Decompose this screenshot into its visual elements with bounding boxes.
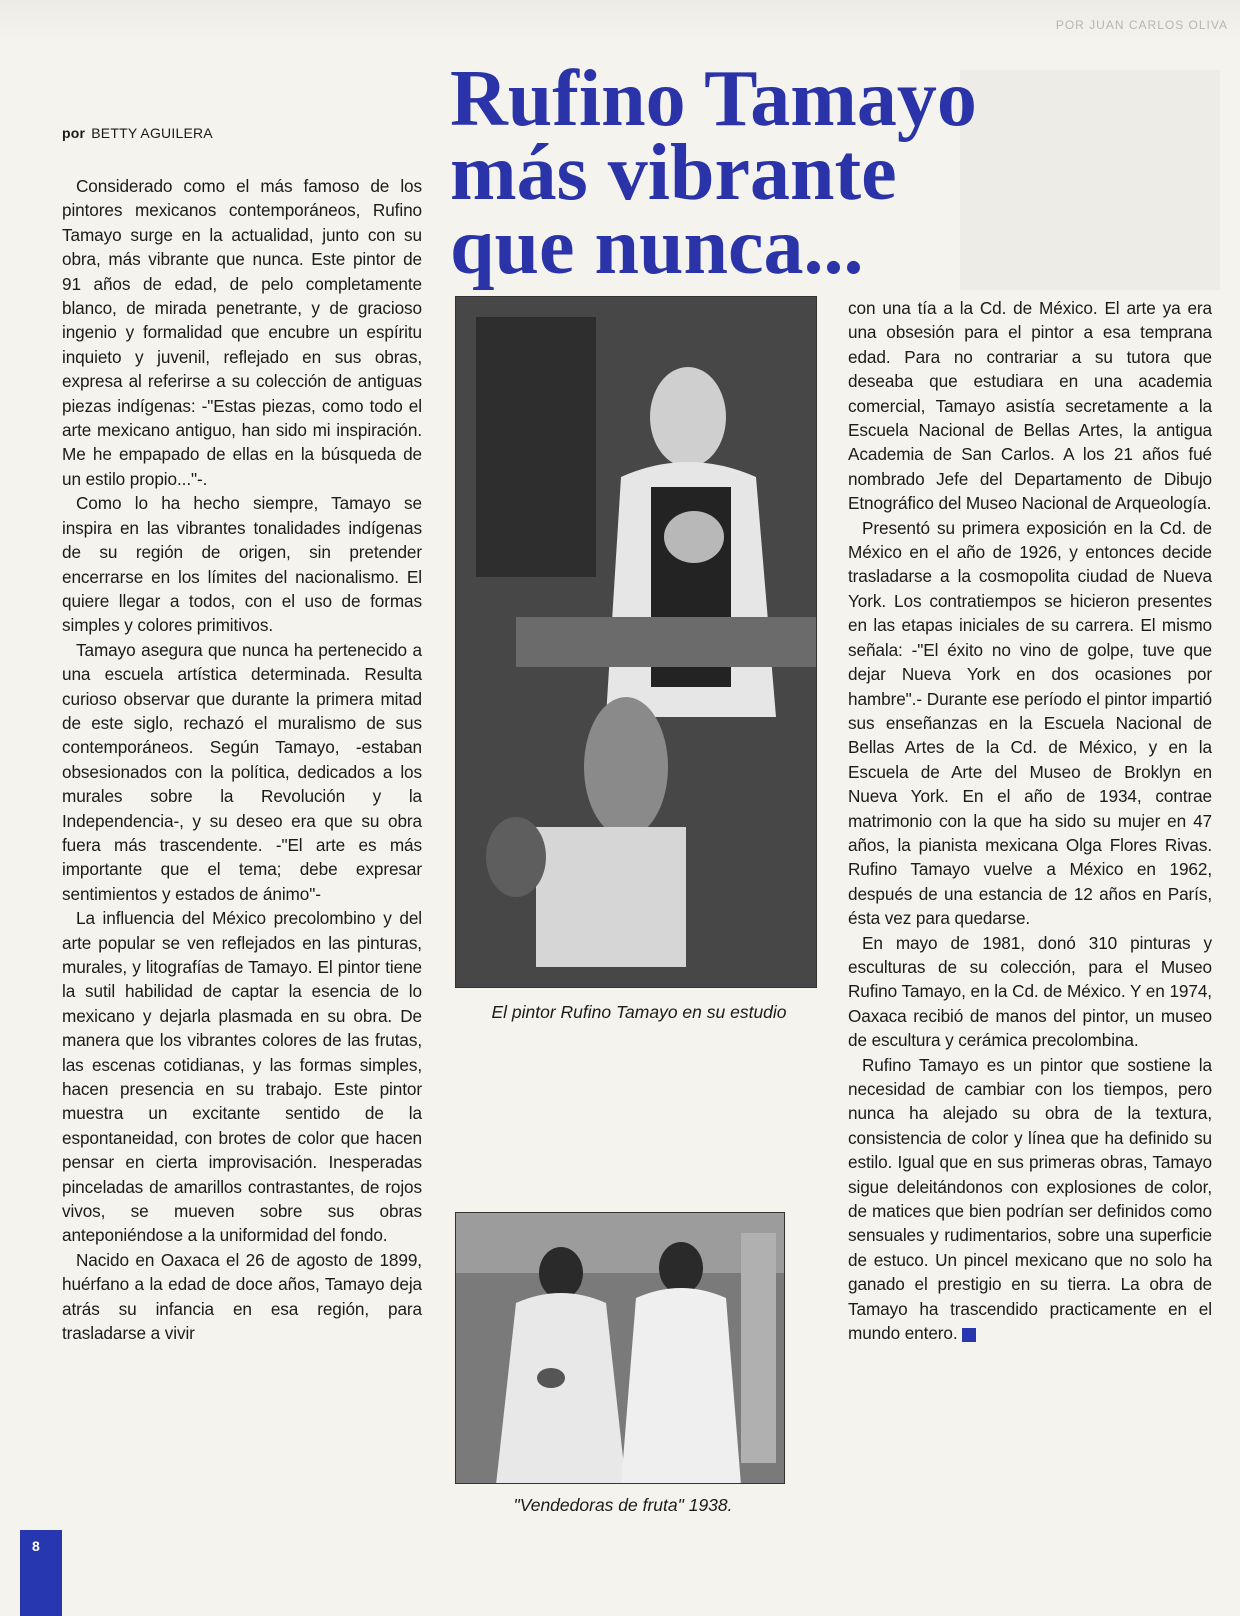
page-top-bleed — [0, 0, 1240, 42]
bleed-through-text: POR JUAN CARLOS OLIVA — [1055, 18, 1228, 32]
paragraph: Nacido en Oaxaca el 26 de agosto de 1899, huérfano a la edad de doce años, Tamayo deja atrás su infancia en esa región, para trasladarse a vivir — [62, 1249, 422, 1344]
paragraph: Considerado como el más famoso de los pintores mexicanos contemporáneos, Rufino Tamayo surge en la actualidad, junto con su obra, más vibrante que nunca. Este pintor de 91 años de edad, de pelo completamente blanco, de mirada penetrante, y de gracioso ingenio y formalidad que encubre un espíritu inquieto y juvenil, reflejado en sus obras, expresa al referirse a su colección de antiguas piezas indígenas: -"Estas piezas, como todo el arte mexicano antiguo, han sido mi inspiración. Me he empapado de ellas en la búsqueda de un estilo propio..."-. — [62, 176, 422, 489]
page-number-tab — [20, 1530, 62, 1616]
byline-prefix: por — [62, 125, 86, 141]
headline-line-3: que nunca... — [450, 203, 864, 291]
photo-vendedoras-de-fruta — [455, 1212, 785, 1484]
paragraph: En mayo de 1981, donó 310 pinturas y esculturas de su colección, para el Museo Rufino Tamayo, en la Cd. de México. Y en 1974, Oaxaca recibió de manos del pintor, un museo de escultura y cerámica precolombina. — [848, 932, 1212, 1051]
main-photo-caption: El pintor Rufino Tamayo en su estudio — [491, 1002, 787, 1022]
paragraph: La influencia del México precolombino y del arte popular se ven reflejados en las pinturas, murales, y litografías de Tamayo. El pintor tiene la sutil habilidad de captar la esencia de lo mexicano y dejarla plasmada en su obra. De manera que los vibrantes colores de las frutas, las escenas cotidianas, y las formas simples, hacen presencia en su trabajo. Este pintor muestra un excitante sentido de la espontaneidad, con brotes de color que hacen pensar en cierta improvisación. Inesperadas pinceladas de amarillos contrastantes, de rojos vivos, se mueven sobre sus obras anteponiéndose a la uniformidad del fondo. — [62, 908, 422, 1246]
paragraph: Como lo ha hecho siempre, Tamayo se inspira en las vibrantes tonalidades indígenas de su región de origen, sin pretender encerrarse en los límites del nacionalismo. El quiere llegar a todos, con el uso de formas simples y colores primitivos. — [62, 493, 422, 636]
headline-line-2: más vibrante — [450, 129, 897, 217]
photo-placeholder-graphic — [456, 297, 817, 988]
page-number: 8 — [32, 1538, 40, 1554]
paragraph — [848, 1053, 1212, 1346]
end-of-article-icon — [962, 1328, 976, 1342]
paragraph: Tamayo asegura que nunca ha pertenecido a una escuela artística determinada. Resulta curioso observar que durante la primera mitad de este siglo, rechazó el muralismo de sus contemporáneos. Según Tamayo, -estaban obsesionados con la política, dedicados a los murales sobre la Revolución y la Independencia-, y su deseo era que su obra fuera más trascendente. -"El arte es más importante que el tema; debe expresar sentimientos y estados de ánimo"- — [62, 639, 422, 904]
photo-tamayo-studio — [455, 296, 817, 988]
article-headline — [450, 55, 1030, 291]
headline-line-1: Rufino Tamayo — [450, 55, 977, 143]
byline-author: BETTY AGUILERA — [91, 125, 213, 141]
fruit-photo-caption: "Vendedoras de fruta" 1938. — [513, 1495, 733, 1515]
paragraph: con una tía a la Cd. de México. El arte ya era una obsesión para el pintor a esa temprana edad. Para no contrariar a su tutora que deseaba que estudiara en una academia comercial, Tamayo asistía secretamente a la Escuela Nacional de Bellas Artes, la antigua Academia de San Carlos. A los 21 años fué nombrado Jefe del Departamento de Dibujo Etnográfico del Museo Nacional de Arqueología. — [848, 298, 1212, 514]
left-text-column — [62, 174, 422, 1346]
paragraph: Presentó su primera exposición en la Cd. de México en el año de 1926, y entonces decide trasladarse a la cosmopolita ciudad de Nueva York. Los contratiempos se hicieron presentes en las etapas iniciales de su carrera. El mismo señala: -"El éxito no vino de golpe, tuve que dejar Nueva York en dos ocasiones por hambre".- Durante ese período el pintor impartió sus enseñanzas en la Escuela Nacional de Bellas Artes de la Cd. de México, y en la Escuela de Arte del Museo de Broklyn en Nueva York. En el año de 1934, contrae matrimonio con la que ha sido su mujer en 47 años, la pianista mexicana Olga Flores Rivas. Rufino Tamayo vuelve a México en 1962, después de una estancia de 12 años en París, ésta vez para quedarse. — [848, 517, 1212, 929]
painting-placeholder-graphic — [456, 1213, 785, 1484]
byline — [62, 125, 213, 141]
paragraph-text: Rufino Tamayo es un pintor que sostiene la necesidad de cambiar con los tiempos, pero nunca ha alejado su obra de la textura, consistencia de color y línea que ha definido su estilo. Igual que en sus primeras obras, Tamayo sigue deleitándonos con explosiones de color, de matices que bien podrían ser definidos como sensuales y rudimentarios, sobre una superficie de estuco. Un pincel mexicano que no solo ha ganado el prestigio en su tierra. La obra de Tamayo ha trascendido practicamente en el mundo entero. — [848, 1054, 1212, 1344]
right-text-column — [848, 296, 1212, 1345]
